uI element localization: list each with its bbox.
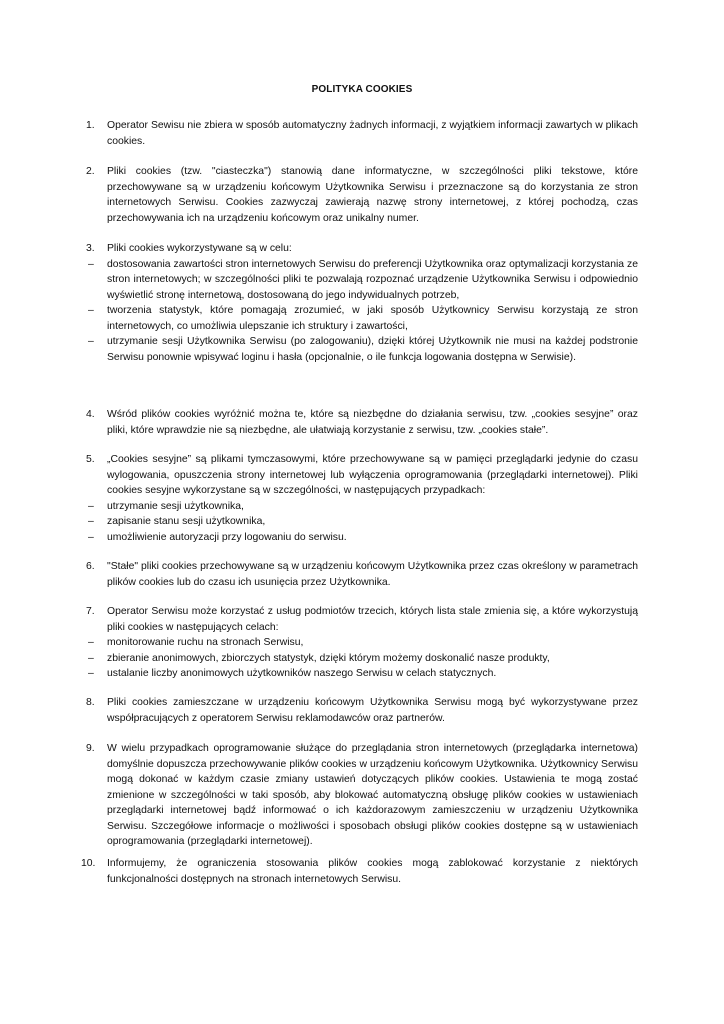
bullet-text: monitorowanie ruchu na stronach Serwisu, bbox=[107, 637, 304, 648]
dash-icon: – bbox=[88, 652, 94, 664]
bullet-text: umożliwienie autoryzacji przy logowaniu do serwisu. bbox=[107, 531, 347, 543]
list-item bbox=[86, 452, 638, 545]
bullet-text: utrzymanie sesji użytkownika, bbox=[107, 500, 244, 512]
bullet-item bbox=[86, 499, 638, 515]
bullet-text: dostosowania zawartości stron internetowych Serwisu do preferencji Użytkownika oraz optymalizacji korzystania ze stron internetowych; w szczególności pliki te pozwalają rozpoznać urządzenie Użytkownika Serwisu i odpowiednio wyświetlić stronę internetową, dostosowaną do jego indywidualnych potrzeb, bbox=[107, 258, 638, 301]
item-number: 1. bbox=[86, 120, 95, 131]
dash-icon: – bbox=[88, 305, 94, 316]
item-number: 5. bbox=[86, 454, 95, 465]
item-text: Wśród plików cookies wyróżnić można te, które są niezbędne do działania serwisu, tzw. „cookies sesyjne” oraz pliki, które wprawdzie nie są niezbędne, ale ułatwiają korzystanie z serwisu, tzw. „cookies stałe”. bbox=[107, 409, 638, 436]
bullet-item bbox=[86, 651, 638, 667]
bullet-item bbox=[86, 635, 638, 651]
dash-icon: – bbox=[88, 258, 94, 270]
item-number: 7. bbox=[86, 606, 95, 617]
item-text: „Cookies sesyjne” są plikami tymczasowymi, które przechowywane są w pamięci przeglądarki jedynie do czasu wylogowania, opuszczenia strony internetowej lub wyłączenia oprogramowania (przeglądarki internetowej). Pliki cookies sesyjne wykorzystane są w szczególności, w następujących przypadkach: bbox=[107, 454, 638, 496]
bullet-text: tworzenia statystyk, które pomagają zrozumieć, w jaki sposób Użytkownicy Serwisu korzystają ze stron internetowych, co umożliwia ulepszanie ich struktury i zawartości, bbox=[107, 305, 638, 332]
item-text: Pliki cookies wykorzystywane są w celu: bbox=[107, 243, 292, 254]
list-item bbox=[86, 741, 638, 850]
bullet-text: zbieranie anonimowych, zbiorczych statystyk, dzięki którym możemy doskonalić nasze produkty, bbox=[107, 652, 550, 664]
bullet-item bbox=[86, 257, 638, 304]
list-item bbox=[86, 407, 638, 438]
bullet-text: zapisanie stanu sesji użytkownika, bbox=[107, 516, 266, 527]
page-title: POLITYKA COOKIES bbox=[311, 84, 413, 95]
list-item bbox=[81, 856, 638, 887]
list-item bbox=[86, 604, 638, 682]
item-number: 3. bbox=[86, 243, 95, 254]
bullet-text: utrzymanie sesji Użytkownika Serwisu (po zalogowaniu), dzięki której Użytkownik nie musi na każdej podstronie Serwisu ponownie wpisywać loginu i hasła (opcjonalnie, o ile funkcja logowania dostępna w Serwisie). bbox=[107, 336, 638, 363]
bullet-item bbox=[86, 334, 638, 365]
item-number: 9. bbox=[86, 743, 95, 754]
item-text: Operator Serwisu może korzystać z usług podmiotów trzecich, których lista stale zmienia się, a które wykorzystują pliki cookies w następujących celach: bbox=[107, 606, 638, 633]
item-text: Pliki cookies (tzw. "ciasteczka") stanowią dane informatyczne, w szczególności pliki tekstowe, które przechowywane są w urządzeniu końcowym Użytkownika Serwisu i przeznaczone są do korzystania ze stron internetowych Serwisu. Cookies zazwyczaj zawierają nazwę strony internetowej, z której pochodzą, czas przechowywania ich na urządzeniu końcowym oraz unikalny numer. bbox=[107, 166, 638, 224]
item-text: W wielu przypadkach oprogramowanie służące do przeglądania stron internetowych (przeglądarka internetowa) domyślnie dopuszcza przechowywanie plików cookies w urządzeniu końcowym Użytkownika. Użytkownicy Serwisu mogą dokonać w każdym czasie zmiany ustawień dotyczących plików cookies. Ustawienia te mogą zostać zmienione w szczególności w taki sposób, aby blokować automatyczną obsługę plików cookies w ustawieniach przeglądarki internetowej bądź informować o ich każdorazowym zamieszczeniu w urządzeniu Użytkownika Serwisu. Szczegółowe informacje o możliwości i sposobach obsługi plików cookies dostępne są w ustawieniach oprogramowania (przeglądarki internetowej). bbox=[107, 743, 638, 847]
item-text: Operator Sewisu nie zbiera w sposób automatyczny żadnych informacji, z wyjątkiem informacji zawartych w plikach cookies. bbox=[107, 120, 638, 147]
bullet-item bbox=[86, 303, 638, 334]
item-number: 2. bbox=[86, 166, 95, 177]
bullet-item bbox=[86, 514, 638, 530]
item-number: 8. bbox=[86, 697, 95, 708]
list-item bbox=[86, 695, 638, 726]
item-text: Pliki cookies zamieszczane w urządzeniu końcowym Użytkownika Serwisu mogą być wykorzystywane przez współpracujących z operatorem Serwisu reklamodawców oraz partnerów. bbox=[107, 697, 638, 724]
dash-icon: – bbox=[88, 500, 94, 512]
item-number: 6. bbox=[86, 561, 95, 572]
item-number: 4. bbox=[86, 409, 95, 420]
list-item bbox=[86, 164, 638, 226]
dash-icon: – bbox=[88, 516, 94, 527]
bullet-text: ustalanie liczby anonimowych użytkowników naszego Serwisu w celach statycznych. bbox=[107, 668, 497, 679]
dash-icon: – bbox=[88, 531, 94, 543]
list-item bbox=[86, 118, 638, 149]
dash-icon: – bbox=[88, 336, 94, 347]
list-item bbox=[86, 559, 638, 590]
bullet-item bbox=[86, 530, 638, 546]
dash-icon: – bbox=[88, 637, 94, 648]
item-text: Informujemy, że ograniczenia stosowania plików cookies mogą zablokować korzystanie z niektórych funkcjonalności dostępnych na stronach internetowych Serwisu. bbox=[107, 858, 638, 885]
dash-icon: – bbox=[88, 668, 94, 679]
bullet-item bbox=[86, 666, 638, 682]
item-text: "Stałe" pliki cookies przechowywane są w urządzeniu końcowym Użytkownika przez czas określony w parametrach plików cookies lub do czasu ich usunięcia przez Użytkownika. bbox=[107, 561, 638, 588]
item-number: 10. bbox=[81, 858, 96, 869]
list-item bbox=[86, 241, 638, 365]
